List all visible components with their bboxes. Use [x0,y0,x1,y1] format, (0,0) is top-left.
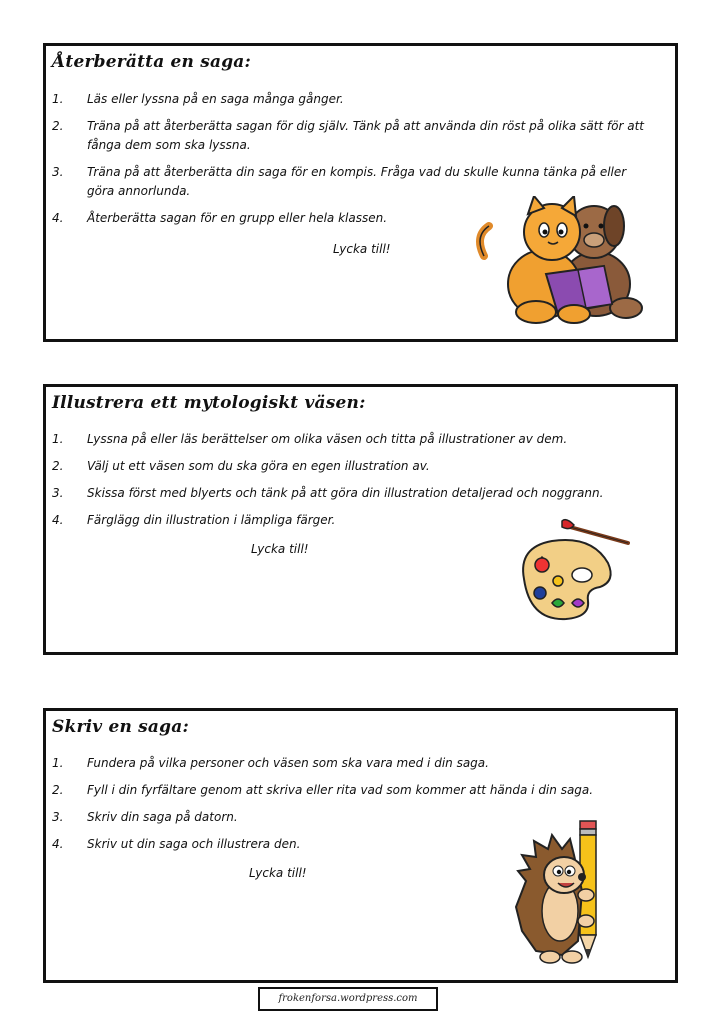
card-title: Skriv en saga: [52,717,189,737]
hedgehog-with-pencil-icon [512,811,612,971]
list-item: 2. Fyll i din fyrfältare genom att skriva eller rita vad som kommer att hända i din saga. [52,783,594,797]
list-item: 4. Skriv ut din saga och illustrera den. [52,837,301,851]
paint-palette-icon [512,517,632,627]
good-luck-text: Lycka till! [251,542,309,556]
list-item: 1. Lyssna på eller läs berättelser om olika väsen och titta på illustrationer av dem. [52,432,568,446]
footer-credit: frokenforsa.wordpress.com [258,987,438,1011]
list-item: 3. Skriv din saga på datorn. [52,810,238,824]
list-item: 4. Återberätta sagan för en grupp eller hela klassen. [52,211,388,225]
card-aterberatta [43,43,678,342]
list-item: 2. Välj ut ett väsen som du ska göra en egen illustration av. [52,459,430,473]
good-luck-text: Lycka till! [249,866,307,880]
list-item: 3. Träna på att återberätta din saga för en kompis. Fråga vad du skulle kunna tänka på eller göra annorlunda. [52,165,627,198]
list-item: 4. Färglägg din illustration i lämpliga färger. [52,513,336,527]
list-item: 3. Skissa först med blyerts och tänk på att göra din illustration detaljerad och noggrann. [52,486,604,500]
card-title: Illustrera ett mytologiskt väsen: [52,393,366,413]
list-item: 1. Läs eller lyssna på en saga många gånger. [52,92,344,106]
card-skriv-saga [43,708,678,983]
card-illustrera [43,384,678,655]
card-title: Återberätta en saga: [52,52,251,72]
list-item: 2. Träna på att återberätta sagan för dig själv. Tänk på att använda din röst på olika sätt för att fånga dem som ska lyssna. [52,119,644,152]
cat-and-dog-reading-icon [474,196,654,326]
list-item: 1. Fundera på vilka personer och väsen som ska vara med i din saga. [52,756,489,770]
good-luck-text: Lycka till! [333,242,391,256]
